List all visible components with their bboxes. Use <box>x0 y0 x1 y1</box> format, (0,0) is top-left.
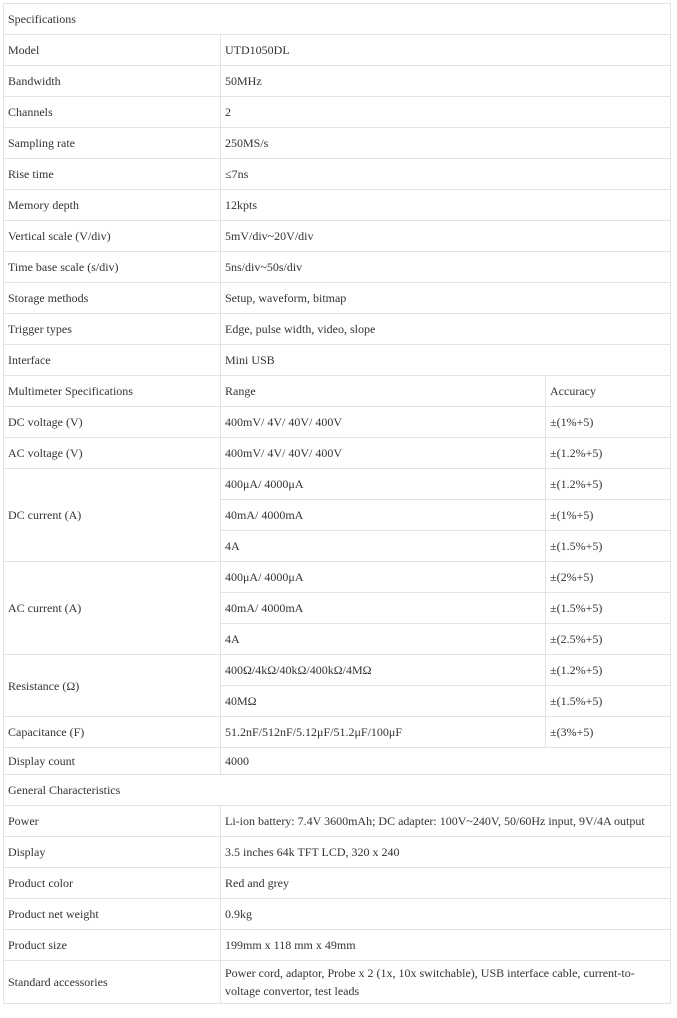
spec-value: 50MHz <box>221 66 671 97</box>
spec-label: Trigger types <box>4 314 221 345</box>
spec-value: 2 <box>221 97 671 128</box>
table-row <box>4 35 671 66</box>
range-value: 400mV/ 4V/ 40V/ 400V <box>221 407 546 438</box>
spec-label: Sampling rate <box>4 128 221 159</box>
spec-label: Power <box>4 806 221 837</box>
table-row <box>4 221 671 252</box>
spec-value: 199mm x 118 mm x 49mm <box>221 930 671 961</box>
table-row <box>4 806 671 837</box>
accuracy-value: ±(1%+5) <box>546 500 671 531</box>
accuracy-value: ±(2%+5) <box>546 562 671 593</box>
range-value: 400Ω/4kΩ/40kΩ/400kΩ/4MΩ <box>221 655 546 686</box>
accuracy-value: ±(1.5%+5) <box>546 593 671 624</box>
section-title-specifications: Specifications <box>4 4 671 35</box>
table-row <box>4 252 671 283</box>
table-row <box>4 899 671 930</box>
spec-value: Mini USB <box>221 345 671 376</box>
spec-value: UTD1050DL <box>221 35 671 66</box>
table-row <box>4 190 671 221</box>
spec-value: 0.9kg <box>221 899 671 930</box>
spec-value: ≤7ns <box>221 159 671 190</box>
accuracy-value: ±(1.2%+5) <box>546 438 671 469</box>
multimeter-header-label: Multimeter Specifications <box>4 376 221 407</box>
multimeter-header-row <box>4 376 671 407</box>
accuracy-value: ±(2.5%+5) <box>546 624 671 655</box>
spec-value: Edge, pulse width, video, slope <box>221 314 671 345</box>
spec-label: Product color <box>4 868 221 899</box>
table-row <box>4 314 671 345</box>
spec-label: Standard accessories <box>4 961 221 1004</box>
table-row <box>4 775 671 806</box>
range-value: 4A <box>221 624 546 655</box>
spec-value: Power cord, adaptor, Probe x 2 (1x, 10x switchable), USB interface cable, current-to-voltage convertor, test leads <box>221 961 671 1004</box>
accuracy-value: ±(3%+5) <box>546 717 671 748</box>
spec-label: Product net weight <box>4 899 221 930</box>
table-row <box>4 345 671 376</box>
spec-label: Storage methods <box>4 283 221 314</box>
range-value: 51.2nF/512nF/5.12μF/51.2μF/100μF <box>221 717 546 748</box>
range-value: 400μA/ 4000μA <box>221 562 546 593</box>
table-row <box>4 717 671 748</box>
spec-label: Rise time <box>4 159 221 190</box>
table-row <box>4 930 671 961</box>
spec-value: 250MS/s <box>221 128 671 159</box>
spec-label: Capacitance (F) <box>4 717 221 748</box>
table-row <box>4 868 671 899</box>
spec-label: Vertical scale (V/div) <box>4 221 221 252</box>
range-value: 400μA/ 4000μA <box>221 469 546 500</box>
spec-label: DC voltage (V) <box>4 407 221 438</box>
spec-label: Memory depth <box>4 190 221 221</box>
spec-label: AC voltage (V) <box>4 438 221 469</box>
table-row <box>4 469 671 500</box>
spec-value: 3.5 inches 64k TFT LCD, 320 x 240 <box>221 837 671 868</box>
spec-label: Bandwidth <box>4 66 221 97</box>
table-row <box>4 961 671 1004</box>
spec-value: 5ns/div~50s/div <box>221 252 671 283</box>
spec-label: Interface <box>4 345 221 376</box>
range-value: 40MΩ <box>221 686 546 717</box>
table-row <box>4 128 671 159</box>
spec-value: Red and grey <box>221 868 671 899</box>
spec-value: 5mV/div~20V/div <box>221 221 671 252</box>
spec-label: DC current (A) <box>4 469 221 562</box>
accuracy-value: ±(1.2%+5) <box>546 469 671 500</box>
table-row <box>4 655 671 686</box>
table-row <box>4 438 671 469</box>
spec-label: Model <box>4 35 221 66</box>
table-row <box>4 837 671 868</box>
range-value: 4A <box>221 531 546 562</box>
accuracy-column-header: Accuracy <box>546 376 671 407</box>
table-row <box>4 159 671 190</box>
spec-label: Product size <box>4 930 221 961</box>
table-row <box>4 562 671 593</box>
spec-label: Resistance (Ω) <box>4 655 221 717</box>
table-row <box>4 97 671 128</box>
spec-label: Display count <box>4 748 221 775</box>
section-title-general-characteristics: General Characteristics <box>4 775 671 806</box>
specifications-table <box>3 3 671 1004</box>
spec-value: Setup, waveform, bitmap <box>221 283 671 314</box>
table-row <box>4 407 671 438</box>
table-row <box>4 4 671 35</box>
range-column-header: Range <box>221 376 546 407</box>
table-row <box>4 66 671 97</box>
spec-label: Display <box>4 837 221 868</box>
table-row <box>4 283 671 314</box>
spec-value: 4000 <box>221 748 671 775</box>
accuracy-value: ±(1.5%+5) <box>546 531 671 562</box>
accuracy-value: ±(1.5%+5) <box>546 686 671 717</box>
table-row <box>4 748 671 775</box>
range-value: 40mA/ 4000mA <box>221 593 546 624</box>
spec-label: Channels <box>4 97 221 128</box>
range-value: 40mA/ 4000mA <box>221 500 546 531</box>
accuracy-value: ±(1.2%+5) <box>546 655 671 686</box>
spec-label: Time base scale (s/div) <box>4 252 221 283</box>
range-value: 400mV/ 4V/ 40V/ 400V <box>221 438 546 469</box>
accuracy-value: ±(1%+5) <box>546 407 671 438</box>
spec-value: Li-ion battery: 7.4V 3600mAh; DC adapter: 100V~240V, 50/60Hz input, 9V/4A output <box>221 806 671 837</box>
spec-value: 12kpts <box>221 190 671 221</box>
spec-label: AC current (A) <box>4 562 221 655</box>
